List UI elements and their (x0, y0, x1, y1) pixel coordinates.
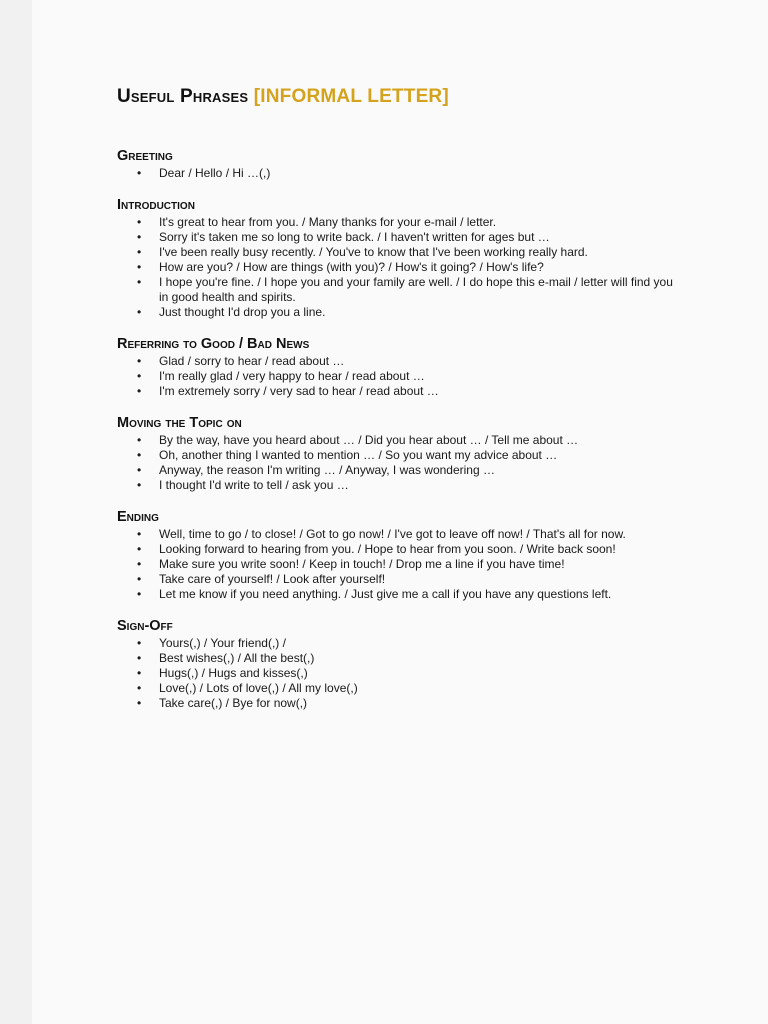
list-item: • Just thought I'd drop you a line. (117, 305, 677, 320)
section-ending (117, 509, 677, 602)
phrase-list (117, 636, 677, 711)
list-item: • Well, time to go / to close! / Got to go now! / I've got to leave off now! / That's all for now. (117, 527, 677, 542)
phrase-list (117, 527, 677, 602)
phrase-list (117, 166, 677, 181)
phrase-list (117, 433, 677, 493)
list-item: • Take care(,) / Bye for now(,) (117, 696, 677, 711)
list-item: • I hope you're fine. / I hope you and your family are well. / I do hope this e-mail / letter will find you in good health and spirits. (117, 275, 677, 305)
list-item: • Best wishes(,) / All the best(,) (117, 651, 677, 666)
list-item: • It's great to hear from you. / Many thanks for your e-mail / letter. (117, 215, 677, 230)
section-introduction (117, 197, 677, 320)
list-item: • I'm really glad / very happy to hear / read about … (117, 369, 677, 384)
list-item: • By the way, have you heard about … / Did you hear about … / Tell me about … (117, 433, 677, 448)
document-title (117, 86, 677, 108)
list-item: • Sorry it's taken me so long to write back. / I haven't written for ages but … (117, 230, 677, 245)
section-heading: Greeting (117, 148, 173, 164)
list-item: • I thought I'd write to tell / ask you … (117, 478, 677, 493)
section-good-bad-news (117, 336, 677, 399)
section-heading: Introduction (117, 197, 195, 213)
document-body (117, 86, 677, 727)
title-main: Useful Phrases (117, 86, 249, 107)
phrase-list (117, 215, 677, 320)
section-heading: Moving the Topic on (117, 415, 242, 431)
list-item: • I've been really busy recently. / You've to know that I've been working really hard. (117, 245, 677, 260)
section-heading: Sign-Off (117, 618, 173, 634)
list-item: • Take care of yourself! / Look after yourself! (117, 572, 677, 587)
phrase-list (117, 354, 677, 399)
list-item: • Love(,) / Lots of love(,) / All my love(,) (117, 681, 677, 696)
list-item: • Hugs(,) / Hugs and kisses(,) (117, 666, 677, 681)
list-item: • Anyway, the reason I'm writing … / Anyway, I was wondering … (117, 463, 677, 478)
section-greeting (117, 148, 677, 181)
document-page (32, 0, 768, 1024)
list-item: • Looking forward to hearing from you. / Hope to hear from you soon. / Write back soon! (117, 542, 677, 557)
list-item: • Dear / Hello / Hi …(,) (117, 166, 677, 181)
section-sign-off (117, 618, 677, 711)
section-heading: Ending (117, 509, 159, 525)
list-item: • Yours(,) / Your friend(,) / (117, 636, 677, 651)
list-item: • How are you? / How are things (with you)? / How's it going? / How's life? (117, 260, 677, 275)
list-item: • Let me know if you need anything. / Just give me a call if you have any questions left. (117, 587, 677, 602)
section-moving-topic-on (117, 415, 677, 493)
list-item: • Oh, another thing I wanted to mention … / So you want my advice about … (117, 448, 677, 463)
list-item: • Glad / sorry to hear / read about … (117, 354, 677, 369)
title-accent: [INFORMAL LETTER] (253, 86, 449, 107)
section-heading: Referring to Good / Bad News (117, 336, 310, 352)
list-item: • Make sure you write soon! / Keep in touch! / Drop me a line if you have time! (117, 557, 677, 572)
list-item: • I'm extremely sorry / very sad to hear / read about … (117, 384, 677, 399)
